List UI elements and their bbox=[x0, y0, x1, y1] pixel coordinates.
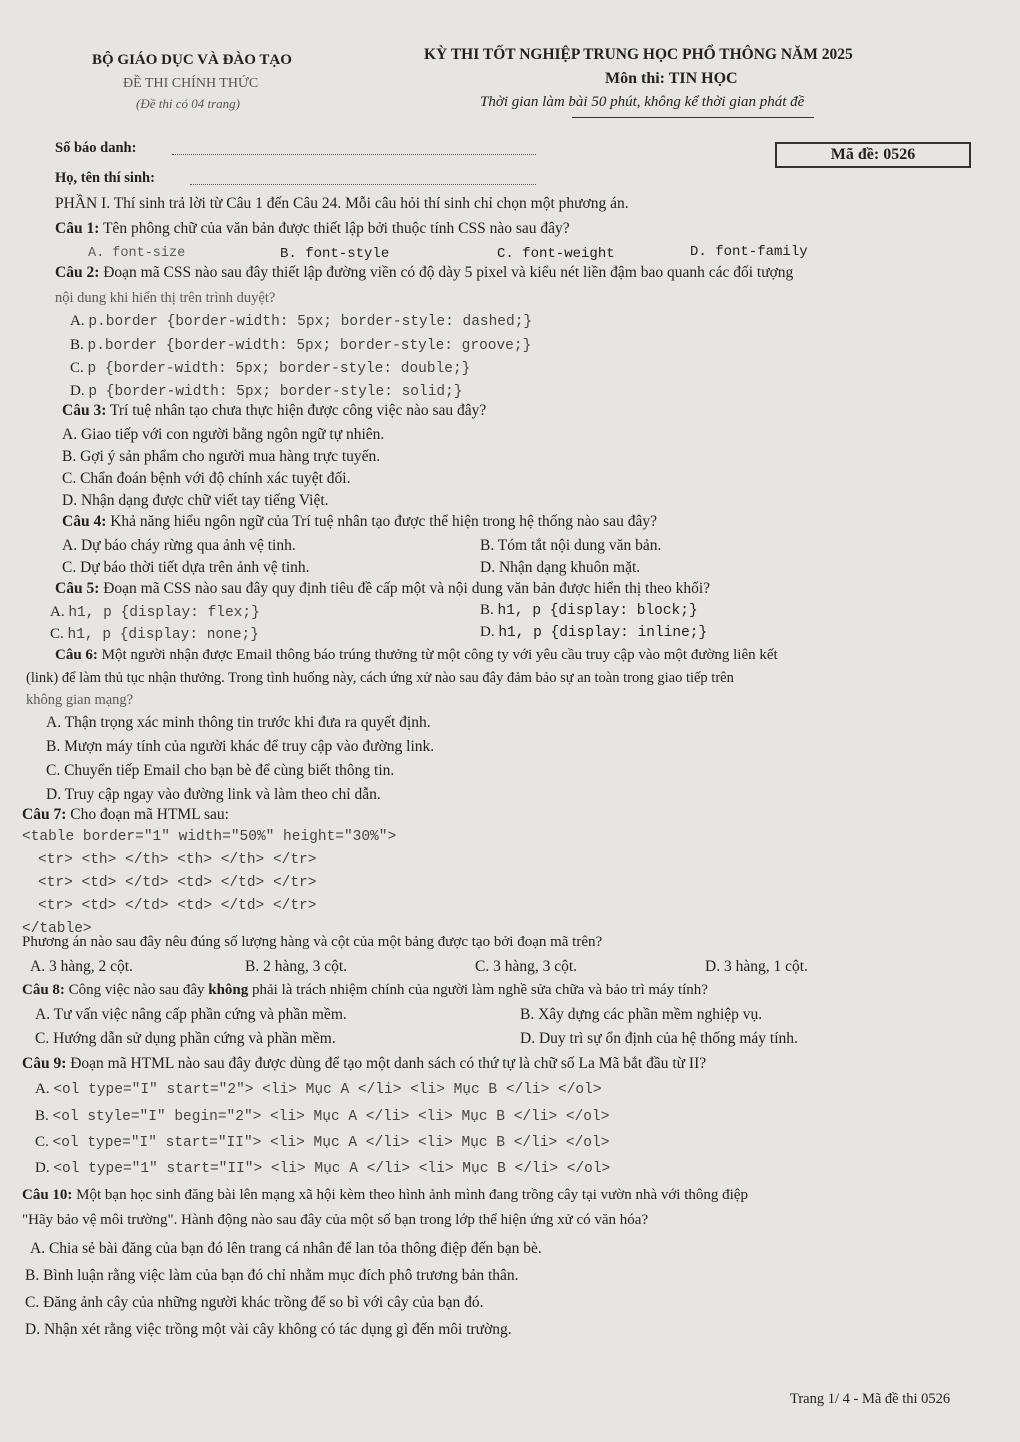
page-footer: Trang 1/ 4 - Mã đề thi 0526 bbox=[790, 1391, 951, 1407]
q9-option-b bbox=[35, 1108, 609, 1125]
q7-stem bbox=[22, 806, 229, 824]
name-label: Họ, tên thí sinh: bbox=[55, 170, 155, 186]
q8-stem bbox=[22, 982, 708, 999]
q8-label: Câu 8: bbox=[22, 982, 65, 998]
q6-option-c: C. Chuyển tiếp Email cho bạn bè để cùng biết thông tin. bbox=[46, 762, 395, 779]
q1-option-a: A. font-size bbox=[88, 246, 186, 261]
q5-stem bbox=[55, 580, 710, 598]
q5-text: Đoạn mã CSS nào sau đây quy định tiêu đề cấp một và nội dung văn bản được hiển thị theo khối? bbox=[103, 580, 711, 597]
q3-option-d: D. Nhận dạng được chữ viết tay tiếng Việt. bbox=[62, 492, 329, 509]
q3-option-b: B. Gợi ý sản phẩm cho người mua hàng trực tuyến. bbox=[62, 448, 381, 465]
q2-text-line1: Đoạn mã CSS nào sau đây thiết lập đường viền có độ dày 5 pixel và kiểu nét liền đậm bao quanh các đối tượng bbox=[103, 264, 794, 281]
q6-stem bbox=[55, 647, 778, 664]
name-field bbox=[190, 184, 536, 185]
q2-letter-a: A. bbox=[70, 313, 85, 329]
q9-letter-b: B. bbox=[35, 1108, 49, 1124]
ministry-name: BỘ GIÁO DỤC VÀ ĐÀO TẠO bbox=[92, 52, 292, 68]
q7-option-c: C. 3 hàng, 3 cột. bbox=[475, 958, 578, 975]
header-divider bbox=[572, 117, 814, 118]
q7-code-line1: <table border="1" width="50%" height="30%"> bbox=[22, 829, 397, 845]
q8-option-c: C. Hướng dẫn sử dụng phần cứng và phần mềm. bbox=[35, 1030, 336, 1047]
q6-text-line1: Một người nhận được Email thông báo trúng thưởng từ một công ty với yêu cầu truy cập vào một đường liên kết bbox=[101, 647, 778, 663]
sbd-field bbox=[172, 154, 536, 155]
q2-letter-d: D. bbox=[70, 383, 85, 399]
q7-option-a: A. 3 hàng, 2 cột. bbox=[30, 958, 133, 975]
q7-code-line2: <tr> <th> </th> <th> </th> </tr> bbox=[38, 852, 317, 868]
q5-option-c bbox=[50, 626, 259, 643]
q1-option-d: D. font-family bbox=[690, 244, 808, 260]
q5-code-d: h1, p {display: inline;} bbox=[498, 625, 708, 641]
exam-code-box: Mã đề: 0526 bbox=[775, 142, 971, 168]
q7-option-d: D. 3 hàng, 1 cột. bbox=[705, 958, 808, 975]
q5-letter-c: C. bbox=[50, 626, 64, 642]
q2-option-b bbox=[70, 337, 531, 354]
q9-code-c: <ol type="I" start="II"> <li> Mục A </li> <li> Mục B </li> </ol> bbox=[52, 1135, 610, 1151]
q10-stem bbox=[22, 1187, 748, 1204]
q5-option-a bbox=[50, 604, 260, 621]
q10-option-a: A. Chia sẻ bài đăng của bạn đó lên trang cá nhân để lan tỏa thông điệp đến bạn bè. bbox=[30, 1240, 542, 1257]
q1-label: Câu 1: bbox=[55, 220, 100, 237]
q5-option-d bbox=[480, 624, 707, 641]
q2-code-c: p {border-width: 5px; border-style: double;} bbox=[87, 361, 471, 377]
q1-text: Tên phông chữ của văn bản được thiết lập bởi thuộc tính CSS nào sau đây? bbox=[102, 220, 570, 237]
q6-option-a: A. Thận trọng xác minh thông tin trước khi đưa ra quyết định. bbox=[46, 714, 431, 731]
q5-letter-d: D. bbox=[480, 624, 495, 640]
q2-option-c bbox=[70, 360, 470, 377]
sbd-label: Số báo danh: bbox=[55, 140, 137, 156]
q6-label: Câu 6: bbox=[55, 647, 98, 663]
q2-option-d bbox=[70, 383, 463, 400]
q8-option-d: D. Duy trì sự ổn định của hệ thống máy tính. bbox=[520, 1030, 798, 1047]
q2-letter-c: C. bbox=[70, 360, 84, 376]
q6-text-line2: (link) để làm thủ tục nhận thưởng. Trong tình huống này, cách ứng xử nào sau đây đảm bảo sự an toàn trong giao tiếp trên bbox=[26, 670, 734, 686]
q10-text-line2: "Hãy bảo vệ môi trường". Hành động nào sau đây của một số bạn trong lớp thể hiện ứng xử có văn hóa? bbox=[22, 1212, 649, 1228]
q4-stem bbox=[62, 513, 657, 531]
q9-letter-d: D. bbox=[35, 1160, 50, 1176]
q3-option-c: C. Chẩn đoán bệnh với độ chính xác tuyệt đối. bbox=[62, 470, 351, 487]
q6-text-line3: không gian mạng? bbox=[26, 692, 134, 708]
q2-option-a bbox=[70, 313, 532, 330]
q2-code-a: p.border {border-width: 5px; border-style: dashed;} bbox=[88, 314, 533, 330]
q5-code-c: h1, p {display: none;} bbox=[67, 627, 259, 643]
q3-text: Trí tuệ nhân tạo chưa thực hiện được công việc nào sau đây? bbox=[109, 402, 487, 419]
q9-stem bbox=[22, 1055, 706, 1073]
q2-text-line2: nội dung khi hiển thị trên trình duyệt? bbox=[55, 290, 276, 306]
q4-label: Câu 4: bbox=[62, 513, 107, 530]
q9-label: Câu 9: bbox=[22, 1055, 67, 1072]
q2-label: Câu 2: bbox=[55, 264, 100, 281]
q2-letter-b: B. bbox=[70, 337, 84, 353]
q9-option-a bbox=[35, 1081, 602, 1098]
q3-stem bbox=[62, 402, 486, 420]
q7-option-b: B. 2 hàng, 3 cột. bbox=[245, 958, 348, 975]
q5-label: Câu 5: bbox=[55, 580, 100, 597]
q5-letter-b: B. bbox=[480, 602, 494, 618]
q7-code-line5: </table> bbox=[22, 921, 92, 937]
q10-option-b: B. Bình luận rằng việc làm của bạn đó chỉ nhằm mục đích phô trương bản thân. bbox=[25, 1267, 519, 1284]
q9-letter-a: A. bbox=[35, 1081, 50, 1097]
q9-letter-c: C. bbox=[35, 1134, 49, 1150]
q9-code-d: <ol type="1" start="II"> <li> Mục A </li> <li> Mục B </li> </ol> bbox=[53, 1161, 611, 1177]
q5-code-b: h1, p {display: block;} bbox=[497, 603, 698, 619]
q7-text: Cho đoạn mã HTML sau: bbox=[70, 806, 229, 823]
q1-option-c: C. font-weight bbox=[497, 246, 615, 262]
q9-code-a: <ol type="I" start="2"> <li> Mục A </li> <li> Mục B </li> </ol> bbox=[53, 1082, 602, 1098]
q9-code-b: <ol style="I" begin="2"> <li> Mục A </li> <li> Mục B </li> </ol> bbox=[52, 1109, 610, 1125]
q5-code-a: h1, p {display: flex;} bbox=[68, 605, 260, 621]
q7-label: Câu 7: bbox=[22, 806, 67, 823]
q2-stem bbox=[55, 264, 793, 282]
q3-option-a: A. Giao tiếp với con người bằng ngôn ngữ tự nhiên. bbox=[62, 426, 385, 443]
q6-option-b: B. Mượn máy tính của người khác để truy cập vào đường link. bbox=[46, 738, 435, 755]
q10-option-d: D. Nhận xét rằng việc trồng một vài cây không có tác dụng gì đến môi trường. bbox=[25, 1321, 512, 1338]
q8-option-a: A. Tư vấn việc nâng cấp phần cứng và phần mềm. bbox=[35, 1006, 347, 1023]
q4-option-c: C. Dự báo thời tiết dựa trên ảnh vệ tinh. bbox=[62, 559, 310, 576]
q3-label: Câu 3: bbox=[62, 402, 107, 419]
q4-option-b: B. Tóm tắt nội dung văn bản. bbox=[480, 537, 662, 554]
q7-code-line3: <tr> <td> </td> <td> </td> </tr> bbox=[38, 875, 317, 891]
q8-text-pre: Công việc nào sau đây bbox=[68, 982, 209, 998]
q10-text-line1: Một bạn học sinh đăng bài lên mạng xã hội kèm theo hình ảnh mình đang trồng cây tại vườn nhà với thông điệp bbox=[76, 1187, 748, 1203]
q4-text: Khả năng hiểu ngôn ngữ của Trí tuệ nhân tạo được thể hiện trong hệ thống nào sau đây? bbox=[110, 513, 657, 530]
q8-text-emphasis: không bbox=[208, 982, 249, 998]
subject: Môn thi: TIN HỌC bbox=[605, 70, 738, 87]
q9-option-c bbox=[35, 1134, 609, 1151]
q8-option-b: B. Xây dựng các phần mềm nghiệp vụ. bbox=[520, 1006, 763, 1023]
exam-title: KỲ THI TỐT NGHIỆP TRUNG HỌC PHỔ THÔNG NĂM 2025 bbox=[424, 46, 853, 63]
q2-code-d: p {border-width: 5px; border-style: solid;} bbox=[88, 384, 463, 400]
q9-option-d bbox=[35, 1160, 610, 1177]
q6-option-d: D. Truy cập ngay vào đường link và làm theo chỉ dẫn. bbox=[46, 786, 381, 803]
q7-code-line4: <tr> <td> </td> <td> </td> </tr> bbox=[38, 898, 317, 914]
exam-time: Thời gian làm bài 50 phút, không kể thời gian phát đề bbox=[480, 94, 805, 110]
q1-stem bbox=[55, 220, 570, 238]
q2-code-b: p.border {border-width: 5px; border-style: groove;} bbox=[87, 338, 532, 354]
q5-option-b bbox=[480, 602, 698, 619]
part1-instruction: PHẦN I. Thí sinh trả lời từ Câu 1 đến Câu 24. Mỗi câu hỏi thí sinh chỉ chọn một phương án. bbox=[55, 195, 629, 212]
q9-text: Đoạn mã HTML nào sau đây được dùng để tạo một danh sách có thứ tự là chữ số La Mã bắt đầu từ II? bbox=[70, 1055, 707, 1072]
q10-label: Câu 10: bbox=[22, 1187, 73, 1203]
q4-option-d: D. Nhận dạng khuôn mặt. bbox=[480, 559, 641, 576]
q1-option-b: B. font-style bbox=[280, 246, 390, 262]
page-count: (Đề thi có 04 trang) bbox=[136, 96, 240, 111]
q4-option-a: A. Dự báo cháy rừng qua ảnh vệ tinh. bbox=[62, 537, 296, 554]
q7-question: Phương án nào sau đây nêu đúng số lượng hàng và cột của một bảng được tạo bởi đoạn mã trên? bbox=[22, 934, 603, 950]
q5-letter-a: A. bbox=[50, 604, 65, 620]
official-label: ĐỀ THI CHÍNH THỨC bbox=[123, 76, 259, 91]
q8-text-post: phải là trách nhiệm chính của người làm nghề sửa chữa và bảo trì máy tính? bbox=[248, 982, 708, 998]
q10-option-c: C. Đăng ảnh cây của những người khác trồng để so bì với cây của bạn đó. bbox=[25, 1294, 484, 1311]
